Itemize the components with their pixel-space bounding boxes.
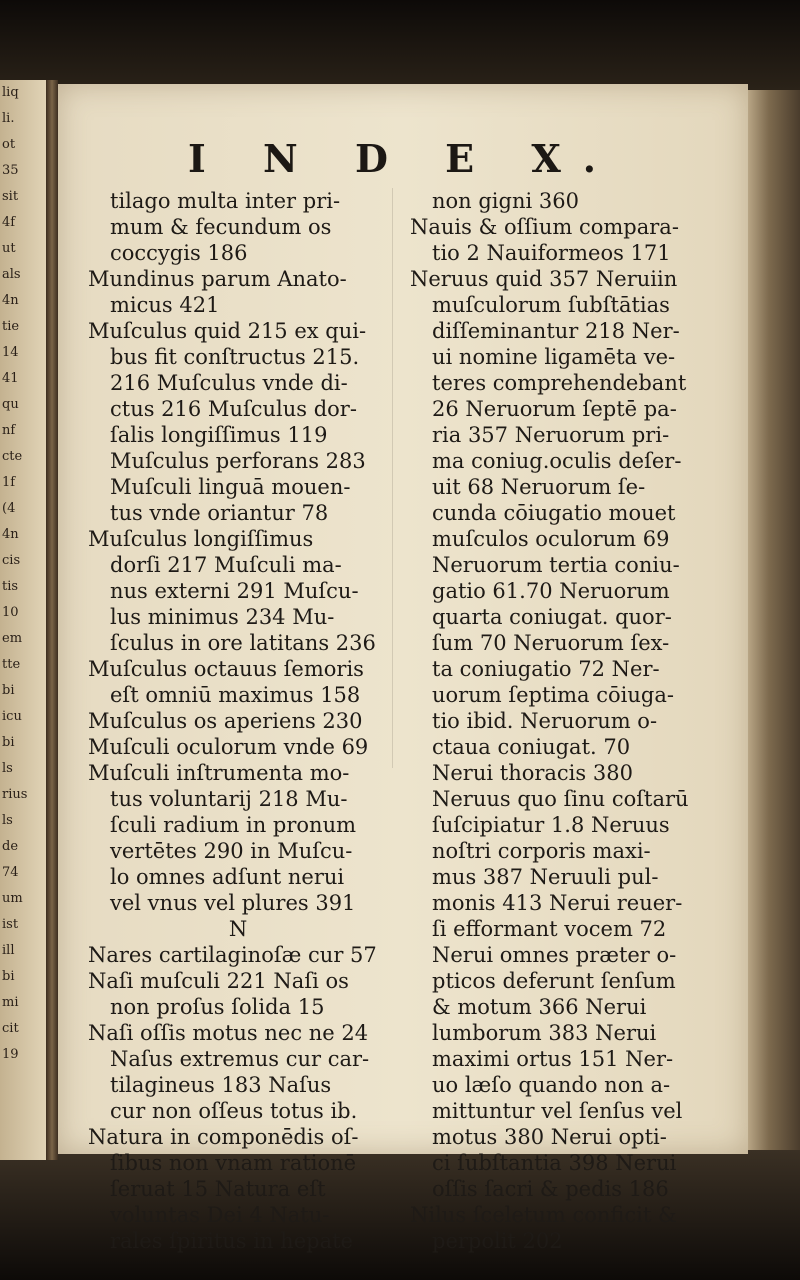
previous-page-fragment: 41 [2, 371, 19, 386]
index-entry-line: perpolit 202 [432, 1229, 563, 1253]
index-entry-line: maximi ortus 151 Ner- [432, 1047, 674, 1071]
index-entry-line: Nerui thoracis 380 [432, 761, 633, 785]
previous-page-fragment: 14 [2, 345, 19, 360]
index-entry-line: Naſus extremus cur car- [110, 1047, 370, 1071]
index-entry-line: mittuntur vel ſenſus vel [432, 1099, 683, 1123]
scan-top-shadow [0, 0, 800, 90]
previous-page-fragment: qu [2, 397, 19, 412]
column-divider [392, 188, 393, 768]
previous-page-fragment: cis [2, 553, 21, 568]
book-spine [46, 80, 58, 1160]
index-entry-line: tus voluntarij 218 Mu- [110, 787, 348, 811]
index-entry-line: dorſi 217 Muſculi ma- [110, 553, 342, 577]
previous-page-fragment: cte [2, 449, 23, 464]
previous-page-fragment: sit [2, 189, 19, 204]
index-entry-line: eſt omniū maximus 158 [110, 683, 361, 707]
index-entry-line: gatio 61.70 Neruorum [432, 579, 670, 603]
index-entry-line: Nilus ſceletum conficit & [410, 1203, 677, 1227]
left-column [88, 188, 388, 1254]
index-entry-line: lo omnes adſunt nerui [110, 865, 345, 889]
index-entry-line: lumborum 383 Nerui [432, 1021, 657, 1045]
index-entry-line: Muſculus perforans 283 [110, 449, 366, 473]
index-entry-line: ſum 70 Neruorum ſex- [432, 631, 670, 655]
index-entry-line: coccygis 186 [110, 241, 248, 265]
index-entry-line: ctaua coniugat. 70 [432, 735, 631, 759]
section-letter: N [228, 917, 248, 941]
previous-page-fragment: ls [2, 761, 13, 776]
right-column [410, 188, 710, 1254]
previous-page-fragment: de [2, 839, 19, 854]
index-entry-line: motus 380 Nerui opti- [432, 1125, 667, 1149]
previous-page-fragment: bi [2, 969, 15, 984]
index-entry-line: tio 2 Nauiformeos 171 [432, 241, 671, 265]
index-entry-line: 26 Neruorum ſeptē pa- [432, 397, 677, 421]
index-page [58, 84, 748, 1253]
index-entry-line: Nerui omnes præter o- [432, 943, 677, 967]
previous-page-fragment: nf [2, 423, 16, 438]
index-entry-line: Muſculus os aperiens 230 [88, 709, 363, 733]
previous-page-fragment: als [2, 267, 21, 282]
index-entry-line: ſuſcipiatur 1.8 Neruus [432, 813, 670, 837]
previous-page-fragment: bi [2, 735, 15, 750]
index-entry-line: Nares cartilaginoſæ cur 57 [88, 943, 377, 967]
index-entry-line: tus vnde oriantur 78 [110, 501, 329, 525]
previous-page-fragment: liq [2, 85, 19, 100]
index-entry-line: ria 357 Neruorum pri- [432, 423, 670, 447]
previous-page-fragment: 1f [2, 475, 16, 490]
index-entry-line: tio ibid. Neruorum o- [432, 709, 658, 733]
previous-page-fragment: tte [2, 657, 21, 672]
previous-page-fragment: ut [2, 241, 16, 256]
index-entry-line: ma coniug.oculis deſer- [432, 449, 682, 473]
index-entry-line: ſculi radium in pronum [110, 813, 357, 837]
index-entry-line: oſſis ſacri & pedis 186 [432, 1177, 669, 1201]
index-entry-line: Naſi oſſis motus nec ne 24 [88, 1021, 369, 1045]
previous-page-fragment: (4 [2, 501, 16, 516]
index-entry-line: cur non oſſeus totus ib. [110, 1099, 358, 1123]
index-entry-line: lus minimus 234 Mu- [110, 605, 335, 629]
index-entry-line: Nauis & oſſium compara- [410, 215, 679, 239]
index-entry-line: Neruus quid 357 Neruiin [410, 267, 678, 291]
previous-page-fragment: 10 [2, 605, 19, 620]
index-entry-line: Neruorum tertia coniu- [432, 553, 680, 577]
index-entry-line: Neruus quo ſinu coſtarū [432, 787, 689, 811]
index-entry-line: Muſculus octauus ſemoris [88, 657, 364, 681]
index-entry-line: Mundinus parum Anato- [88, 267, 347, 291]
index-entry-line: diſſeminantur 218 Ner- [432, 319, 680, 343]
index-entry-line: & motum 366 Nerui [432, 995, 647, 1019]
previous-page-fragment: mi [2, 995, 19, 1010]
index-entry-line: micus 421 [110, 293, 220, 317]
index-entry-line: vertētes 290 in Muſcu- [110, 839, 353, 863]
index-entry-line: nus externi 291 Muſcu- [110, 579, 359, 603]
index-entry-line: pticos deferunt ſenſum [432, 969, 676, 993]
index-entry-line: Muſculus longiſſimus [88, 527, 314, 551]
previous-page-fragment: tie [2, 319, 20, 334]
index-entry-line: ſi efformant vocem 72 [432, 917, 667, 941]
index-entry-line: mus 387 Neruuli pul- [432, 865, 659, 889]
index-entry-line: noſtri corporis maxi- [432, 839, 651, 863]
index-entry-line: ſculus in ore latitans 236 [110, 631, 376, 655]
index-entry-line: uit 68 Neruorum ſe- [432, 475, 646, 499]
previous-page-fragment: cit [2, 1021, 19, 1036]
index-entry-line: ci ſubſtantia 398 Nerui [432, 1151, 677, 1175]
previous-page-fragment: 19 [2, 1047, 19, 1062]
previous-page-fragment: ot [2, 137, 16, 152]
index-entry-line: tilagineus 183 Naſus [110, 1073, 332, 1097]
previous-page-fragment: tis [2, 579, 19, 594]
previous-page-fragment: um [2, 891, 23, 906]
previous-page-fragment: 74 [2, 865, 19, 880]
index-entry-line: uo læſo quando non a- [432, 1073, 671, 1097]
index-entry-line: cunda cōiugatio mouet [432, 501, 676, 525]
index-entry-line: ui nomine ligamēta ve- [432, 345, 676, 369]
page-stack-edge [748, 90, 800, 1150]
index-entry-line: uorum ſeptima cōiuga- [432, 683, 674, 707]
previous-page-fragment: 35 [2, 163, 19, 178]
index-entry-line: Muſculi oculorum vnde 69 [88, 735, 369, 759]
index-entry-line: rales ſpiritus in hepate [110, 1229, 353, 1253]
previous-page-fragment: 4n [2, 527, 19, 542]
previous-page-fragment: ist [2, 917, 19, 932]
index-entry-line: Naſi muſculi 221 Naſi os [88, 969, 349, 993]
index-entry-line: vel vnus vel plures 391 [110, 891, 356, 915]
index-entry-line: muſculorum ſubſtātias [432, 293, 670, 317]
previous-page-fragment: em [2, 631, 23, 646]
previous-page-fragment: 4n [2, 293, 19, 308]
index-entry-line: ta coniugatio 72 Ner- [432, 657, 660, 681]
index-entry-line: Muſculus quid 215 ex qui- [88, 319, 367, 343]
previous-page-fragment: 4f [2, 215, 16, 230]
index-entry-line: teres comprehendebant [432, 371, 687, 395]
index-entry-line: monis 413 Nerui reuer- [432, 891, 683, 915]
index-entry-line: ſalis longiſſimus 119 [110, 423, 328, 447]
index-entry-line: tilago multa inter pri- [110, 189, 341, 213]
previous-page-fragment: rius [2, 787, 28, 802]
index-entry-line: Natura in componēdis oſ- [88, 1125, 359, 1149]
previous-page-fragment: bi [2, 683, 15, 698]
previous-page-edge [0, 80, 48, 1160]
index-entry-line: non proſus ſolida 15 [110, 995, 325, 1019]
previous-page-fragment: icu [2, 709, 22, 724]
index-entry-line: muſculos oculorum 69 [432, 527, 670, 551]
page-header: I N D E X. [187, 136, 619, 181]
index-entry-line: Muſculi linguā mouen- [110, 475, 351, 499]
previous-page-fragment: ls [2, 813, 13, 828]
index-entry-line: ſeruat 15 Natura eſt [110, 1177, 326, 1201]
index-entry-line: mum & fecundum os [110, 215, 332, 239]
previous-page-fragment: li. [2, 111, 15, 126]
index-entry-line: quarta coniugat. quor- [432, 605, 672, 629]
index-entry-line: non gigni 360 [432, 189, 579, 213]
index-entry-line: 216 Muſculus vnde di- [110, 371, 348, 395]
previous-page-fragment: ill [2, 943, 15, 958]
index-entry-line: voluntas Dei 4 Natu- [110, 1203, 330, 1227]
index-entry-line: bus fit conſtructus 215. [110, 345, 360, 369]
index-entry-line: ctus 216 Muſculus dor- [110, 397, 357, 421]
index-entry-line: Muſculi inſtrumenta mo- [88, 761, 350, 785]
index-entry-line: ſibus non vnam rationē [110, 1151, 357, 1175]
